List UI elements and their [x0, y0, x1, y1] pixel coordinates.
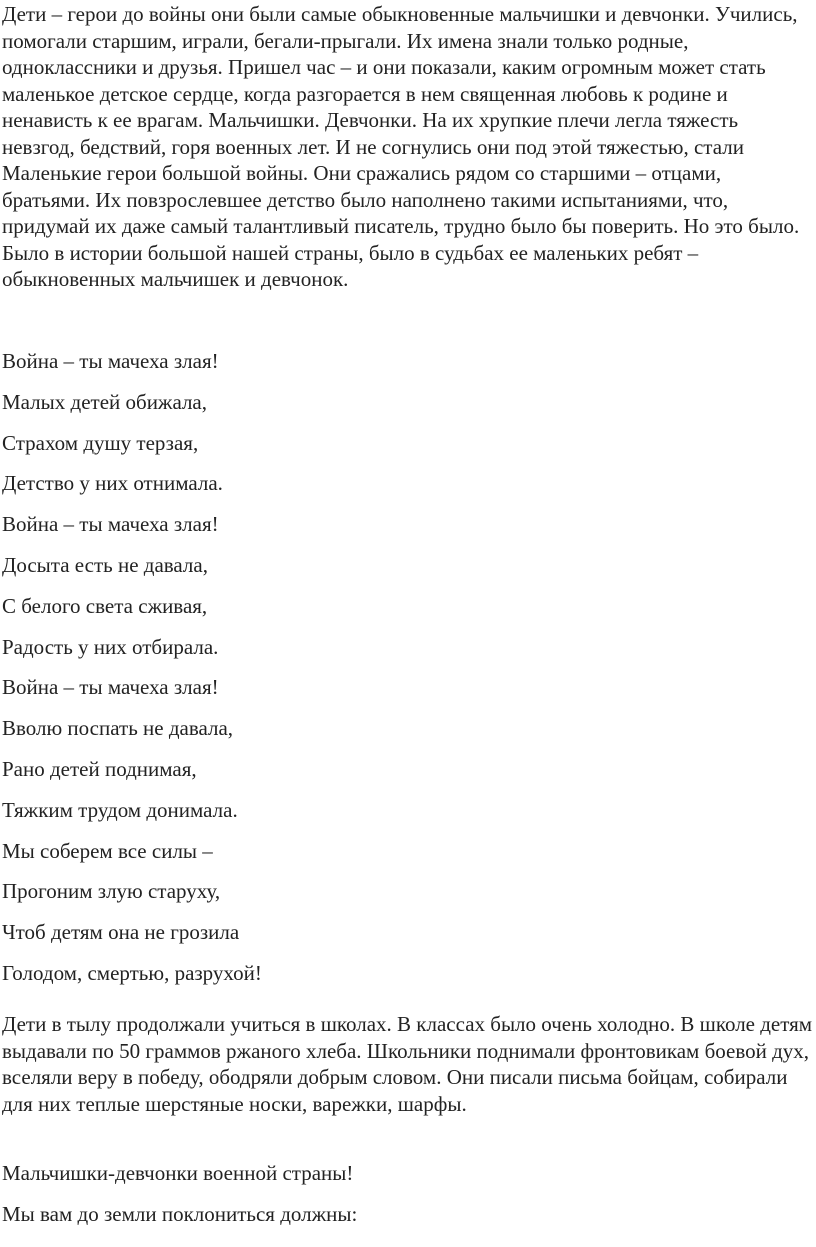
poem [0, 348, 262, 1001]
poem-line: Детство у них отнимала. [2, 471, 223, 496]
poem-line: Радость у них отбирала. [2, 634, 219, 659]
poem-line: Голодом, смертью, разрухой! [2, 960, 262, 985]
poem-line: Война – ты мачеха злая! [2, 512, 219, 537]
home-front-paragraph: Дети в тылу продолжали учиться в школах. В классах было очень холодно. В школе детям выдавали по 50 граммов ржаного хлеба. Школьники поднимали фронтовикам боевой дух, вселяли веру в победу, ободряли добрым словом. Они писали письма бойцам, собирали для них теплые шерстяные носки, варежки, шарфы. [2, 1012, 813, 1116]
poem-line: Мы соберем все силы – [2, 838, 213, 863]
closing-line: Мы вам до земли поклониться должны: [2, 1202, 358, 1226]
poem-line: Рано детей поднимая, [2, 756, 197, 781]
intro-paragraph: Дети – герои до войны они были самые обыкновенные мальчишки и девчонки. Учились, помогали старшим, играли, бегали-прыгали. Их имена знали только родные, одноклассники и друзья. Пришел час – и они показали, каким огромным может стать маленькое детское сердце, когда разгорается в нем священная любовь к родине и ненависть к ее врагам. Мальчишки. Девчонки. На их хрупкие плечи легла тяжесть невзгод, бедствий, горя военных лет. И не согнулись они под этой тяжестью, стали Маленькие герои большой войны. Они сражались рядом со старшими – отцами, братьями. Их повзрослевшее детство было наполнено такими испытаниями, что, придумай их даже самый талантливый писатель, трудно было бы поверить. Но это было. Было в истории большой нашей страны, было в судьбах ее маленьких ребят – обыкновенных мальчишек и девчонок. [2, 2, 800, 291]
poem-line: Малых детей обижала, [2, 389, 207, 414]
poem-line: Прогоним злую старуху, [2, 879, 221, 904]
poem-line: Война – ты мачеха злая! [2, 349, 219, 373]
poem-line: Чтоб детям она не грозила [2, 920, 240, 945]
poem-line: С белого света сживая, [2, 593, 208, 618]
poem-line: Война – ты мачеха злая! [2, 675, 219, 700]
closing-line: Мальчишки-девчонки военной страны! [2, 1161, 354, 1185]
poem-line: Страхом душу терзая, [2, 430, 199, 455]
poem-line: Тяжким трудом донимала. [2, 797, 238, 822]
poem-line: Вволю поспать не давала, [2, 716, 234, 741]
poem-line: Досыта есть не давала, [2, 552, 208, 577]
closing-verse [0, 1160, 357, 1242]
